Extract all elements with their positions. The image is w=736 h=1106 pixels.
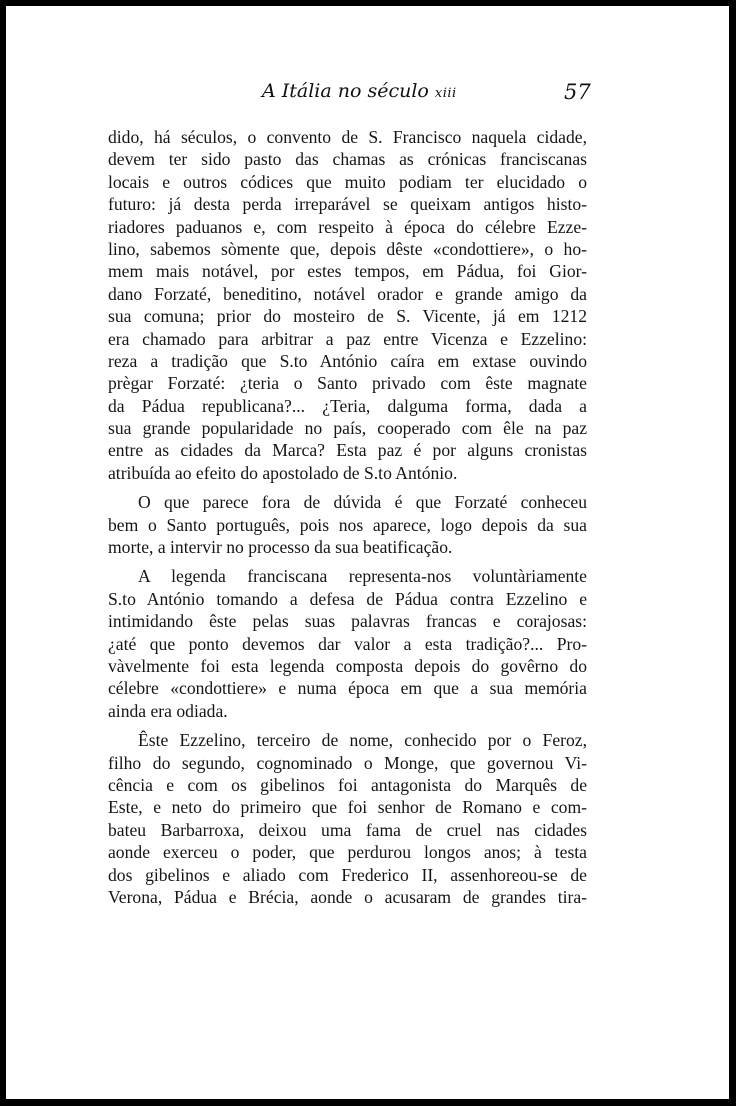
- text-line: entre as cidades da Marca? Esta paz é por alguns cronistas: [108, 440, 587, 461]
- running-title-century: xiii: [434, 86, 457, 101]
- text-line: devem ter sido pasto das chamas as crónicas franciscanas: [108, 149, 587, 170]
- text-line: atribuída ao efeito do apostolado de S.to António.: [108, 462, 458, 483]
- running-title: [262, 80, 457, 102]
- text-line: Verona, Pádua e Brécia, aonde o acusaram de grandes tira-: [108, 886, 587, 907]
- book-page: [6, 6, 729, 1099]
- text-line: dido, há séculos, o convento de S. Francisco naquela cidade,: [108, 127, 587, 147]
- running-title-text: A Itália no século: [262, 80, 429, 102]
- text-line: O que parece fora de dúvida é que Forzaté conheceu: [138, 492, 587, 513]
- text-line: prègar Forzaté: ¿teria o Santo privado com êste magnate: [108, 373, 587, 394]
- text-line: Este, e neto do primeiro que foi senhor de Romano e com-: [108, 797, 587, 818]
- text-line: célebre «condottiere» e numa época em que a sua memória: [108, 678, 587, 699]
- text-line: locais e outros códices que muito podiam ter elucidado o: [108, 171, 587, 192]
- text-line: ¿até que ponto devemos dar valor a esta tradição?... Pro-: [108, 633, 587, 654]
- text-line: dano Forzaté, beneditino, notável orador e grande amigo da: [108, 283, 587, 304]
- running-header: [6, 80, 729, 114]
- text-line: mem mais notável, por estes tempos, em Pádua, foi Gior-: [108, 261, 587, 282]
- text-line: dos gibelinos e aliado com Frederico II, assenhoreou-se de: [108, 864, 587, 885]
- text-line: bem o Santo português, pois nos aparece, logo depois da sua: [108, 514, 587, 535]
- text-line: bateu Barbarroxa, deixou uma fama de cruel nas cidades: [108, 819, 587, 840]
- text-line: sua comuna; prior do mosteiro de S. Vicente, já em 1212: [108, 306, 587, 327]
- text-line: vàvelmente foi esta legenda composta depois do govêrno do: [108, 655, 587, 676]
- text-line: da Pádua republicana?... ¿Teria, dalguma forma, dada a: [108, 395, 587, 416]
- text-line: S.to António tomando a defesa de Pádua contra Ezzelino e: [108, 588, 587, 609]
- text-line: A legenda franciscana representa-nos voluntàriamente: [138, 566, 587, 587]
- text-line: lino, sabemos sòmente que, depois dêste «condottiere», o ho-: [108, 238, 587, 259]
- text-line: era chamado para arbitrar a paz entre Vicenza e Ezzelino:: [108, 328, 587, 349]
- text-line: morte, a intervir no processo da sua beatificação.: [108, 537, 453, 558]
- text-line: futuro: já desta perda irreparável se queixam antigos histo-: [108, 194, 587, 215]
- text-line: cência e com os gibelinos foi antagonista do Marquês de: [108, 774, 587, 795]
- text-line: filho do segundo, cognominado o Monge, que governou Vi-: [108, 752, 587, 773]
- page-number: 57: [564, 80, 591, 104]
- text-line: riadores paduanos e, com respeito à época do célebre Ezze-: [108, 216, 587, 237]
- body-text: [108, 126, 587, 908]
- text-line: ainda era odiada.: [108, 700, 228, 721]
- text-line: sua grande popularidade no país, cooperado com êle na paz: [108, 418, 587, 439]
- text-line: aonde exerceu o poder, que perdurou longos anos; à testa: [108, 842, 587, 863]
- text-line: intimidando êste pelas suas palavras francas e corajosas:: [108, 611, 587, 632]
- text-line: Êste Ezzelino, terceiro de nome, conhecido por o Feroz,: [138, 730, 587, 751]
- text-line: reza a tradição que S.to António caíra em extase ouvindo: [108, 350, 587, 371]
